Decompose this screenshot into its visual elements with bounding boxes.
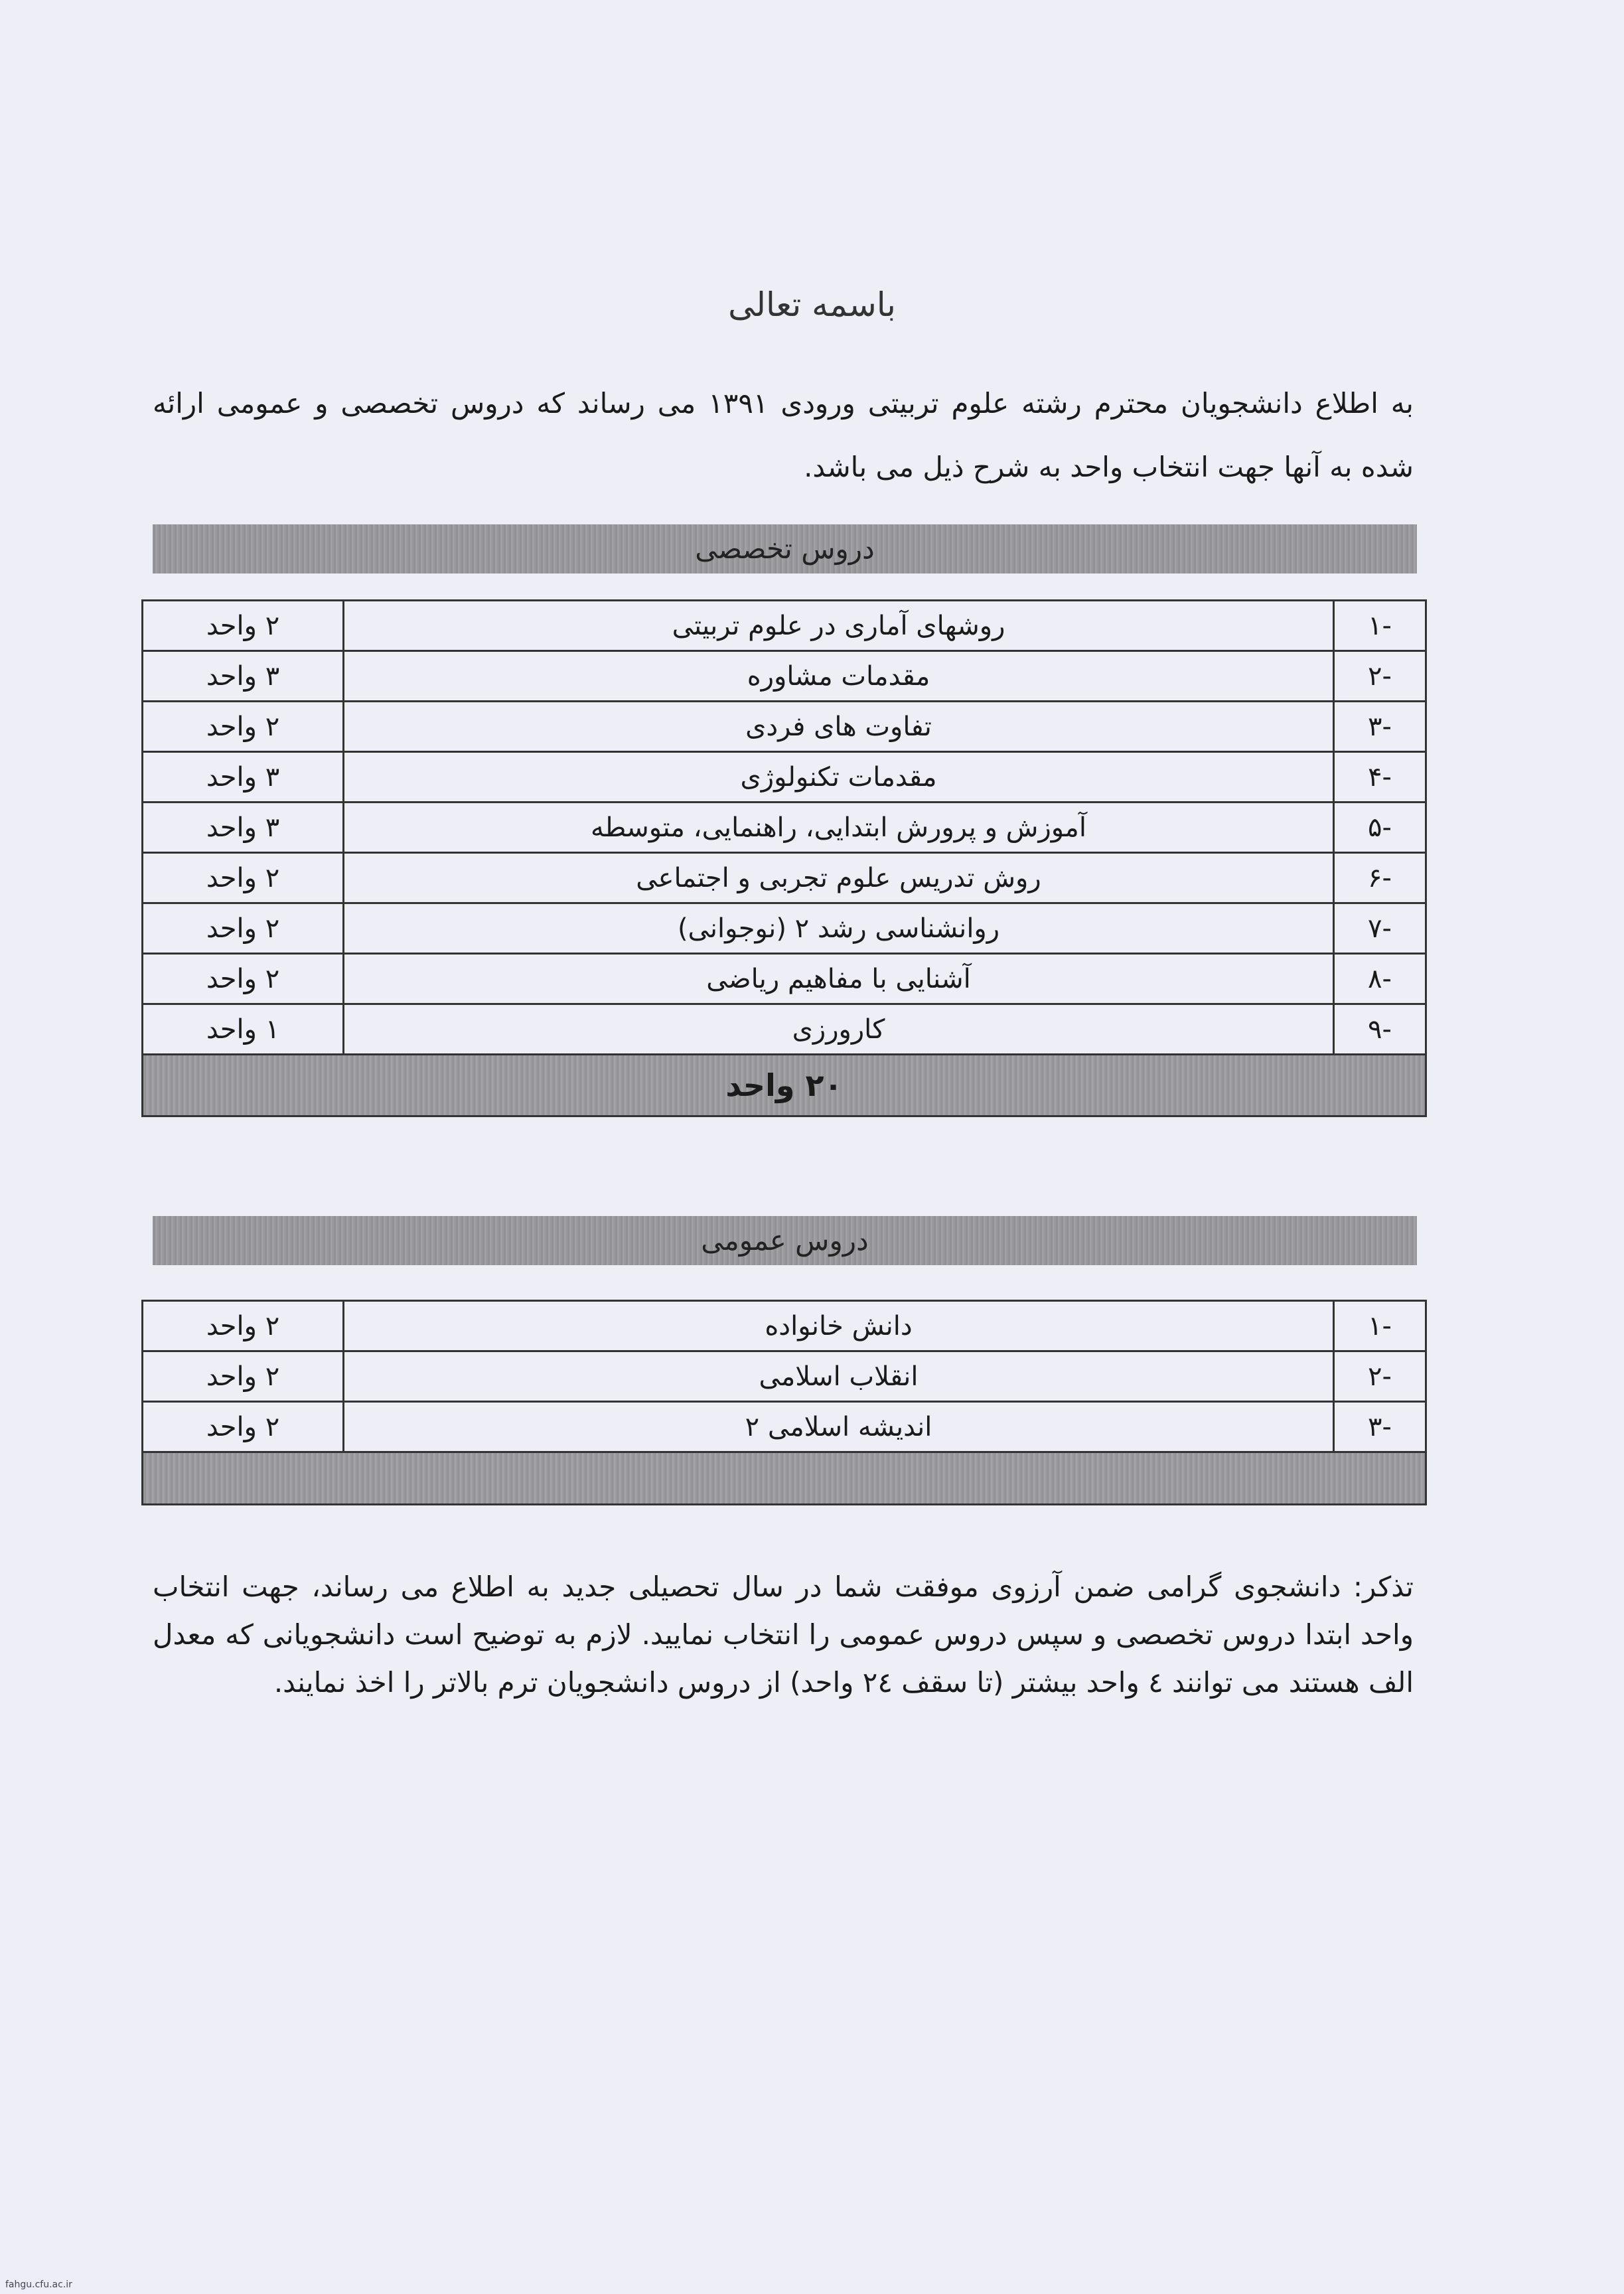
row-number: -۴	[1334, 752, 1426, 803]
row-number: -۶	[1334, 853, 1426, 903]
row-number: -۳	[1334, 702, 1426, 752]
specialized-courses-heading: دروس تخصصی	[153, 524, 1417, 574]
row-number: -۹	[1334, 1004, 1426, 1055]
table-row	[143, 954, 1426, 1004]
row-number: -۸	[1334, 954, 1426, 1004]
table-row	[143, 1301, 1426, 1351]
specialized-total-row	[143, 1055, 1426, 1116]
course-name: انقلاب اسلامی	[344, 1351, 1334, 1402]
course-name: مقدمات تکنولوژی	[344, 752, 1334, 803]
table-row	[143, 853, 1426, 903]
table-row	[143, 601, 1426, 651]
intro-paragraph: به اطلاع دانشجویان محترم رشته علوم تربیتی ورودی ۱۳۹۱ می رساند که دروس تخصصی و عمومی ارائه شده به آنها جهت انتخاب واحد به شرح ذیل می باشد.	[153, 387, 1414, 483]
table-row	[143, 803, 1426, 853]
course-units: ۲ واحد	[143, 1351, 344, 1402]
course-units: ۲ واحد	[143, 601, 344, 651]
course-units: ۲ واحد	[143, 903, 344, 954]
table-row	[143, 752, 1426, 803]
document-title: باسمه تعالی	[728, 285, 896, 324]
general-total-row	[143, 1452, 1426, 1505]
row-number: -۷	[1334, 903, 1426, 954]
course-name: دانش خانواده	[344, 1301, 1334, 1351]
course-units: ۲ واحد	[143, 853, 344, 903]
course-units: ۲ واحد	[143, 702, 344, 752]
specialized-courses-table	[141, 599, 1427, 1117]
table-row	[143, 702, 1426, 752]
course-units: ۲ واحد	[143, 1301, 344, 1351]
note-paragraph: تذکر: دانشجوی گرامی ضمن آرزوی موفقت شما در سال تحصیلی جدید به اطلاع می رساند، جهت انتخاب واحد ابتدا دروس تخصصی و سپس دروس عمومی را انتخاب نمایید. لازم به توضیح است دانشجویانی که معدل الف هستند می توانند ٤ واحد بیشتر (تا سقف ٢٤ واحد) از دروس دانشجویان ترم بالاتر را اخذ نمایند.	[153, 1570, 1414, 1699]
table-row	[143, 1351, 1426, 1402]
table-row	[143, 1004, 1426, 1055]
course-name: روانشناسی رشد ۲ (نوجوانی)	[344, 903, 1334, 954]
course-name: آموزش و پرورش ابتدایی، راهنمایی، متوسطه	[344, 803, 1334, 853]
row-number: -۳	[1334, 1402, 1426, 1452]
course-units: ۳ واحد	[143, 651, 344, 702]
course-units: ۳ واحد	[143, 803, 344, 853]
row-number: -۲	[1334, 1351, 1426, 1402]
general-courses-heading: دروس عمومی	[153, 1216, 1417, 1265]
table-row	[143, 1402, 1426, 1452]
course-units: ۲ واحد	[143, 1402, 344, 1452]
footer-watermark: fahgu.cfu.ac.ir	[5, 2279, 72, 2290]
specialized-total: ۲۰ واحد	[143, 1055, 1426, 1116]
row-number: -۱	[1334, 601, 1426, 651]
course-name: آشنایی با مفاهیم ریاضی	[344, 954, 1334, 1004]
row-number: -۵	[1334, 803, 1426, 853]
course-name: روشهای آماری در علوم تربیتی	[344, 601, 1334, 651]
course-name: روش تدریس علوم تجربی و اجتماعی	[344, 853, 1334, 903]
table-row	[143, 903, 1426, 954]
course-units: ۲ واحد	[143, 954, 344, 1004]
general-courses-table	[141, 1300, 1427, 1505]
general-total	[143, 1452, 1426, 1505]
course-name: مقدمات مشاوره	[344, 651, 1334, 702]
row-number: -۲	[1334, 651, 1426, 702]
table-row	[143, 651, 1426, 702]
course-name: تفاوت های فردی	[344, 702, 1334, 752]
course-units: ۳ واحد	[143, 752, 344, 803]
course-units: ۱ واحد	[143, 1004, 344, 1055]
course-name: اندیشه اسلامی ۲	[344, 1402, 1334, 1452]
course-name: کارورزی	[344, 1004, 1334, 1055]
row-number: -۱	[1334, 1301, 1426, 1351]
